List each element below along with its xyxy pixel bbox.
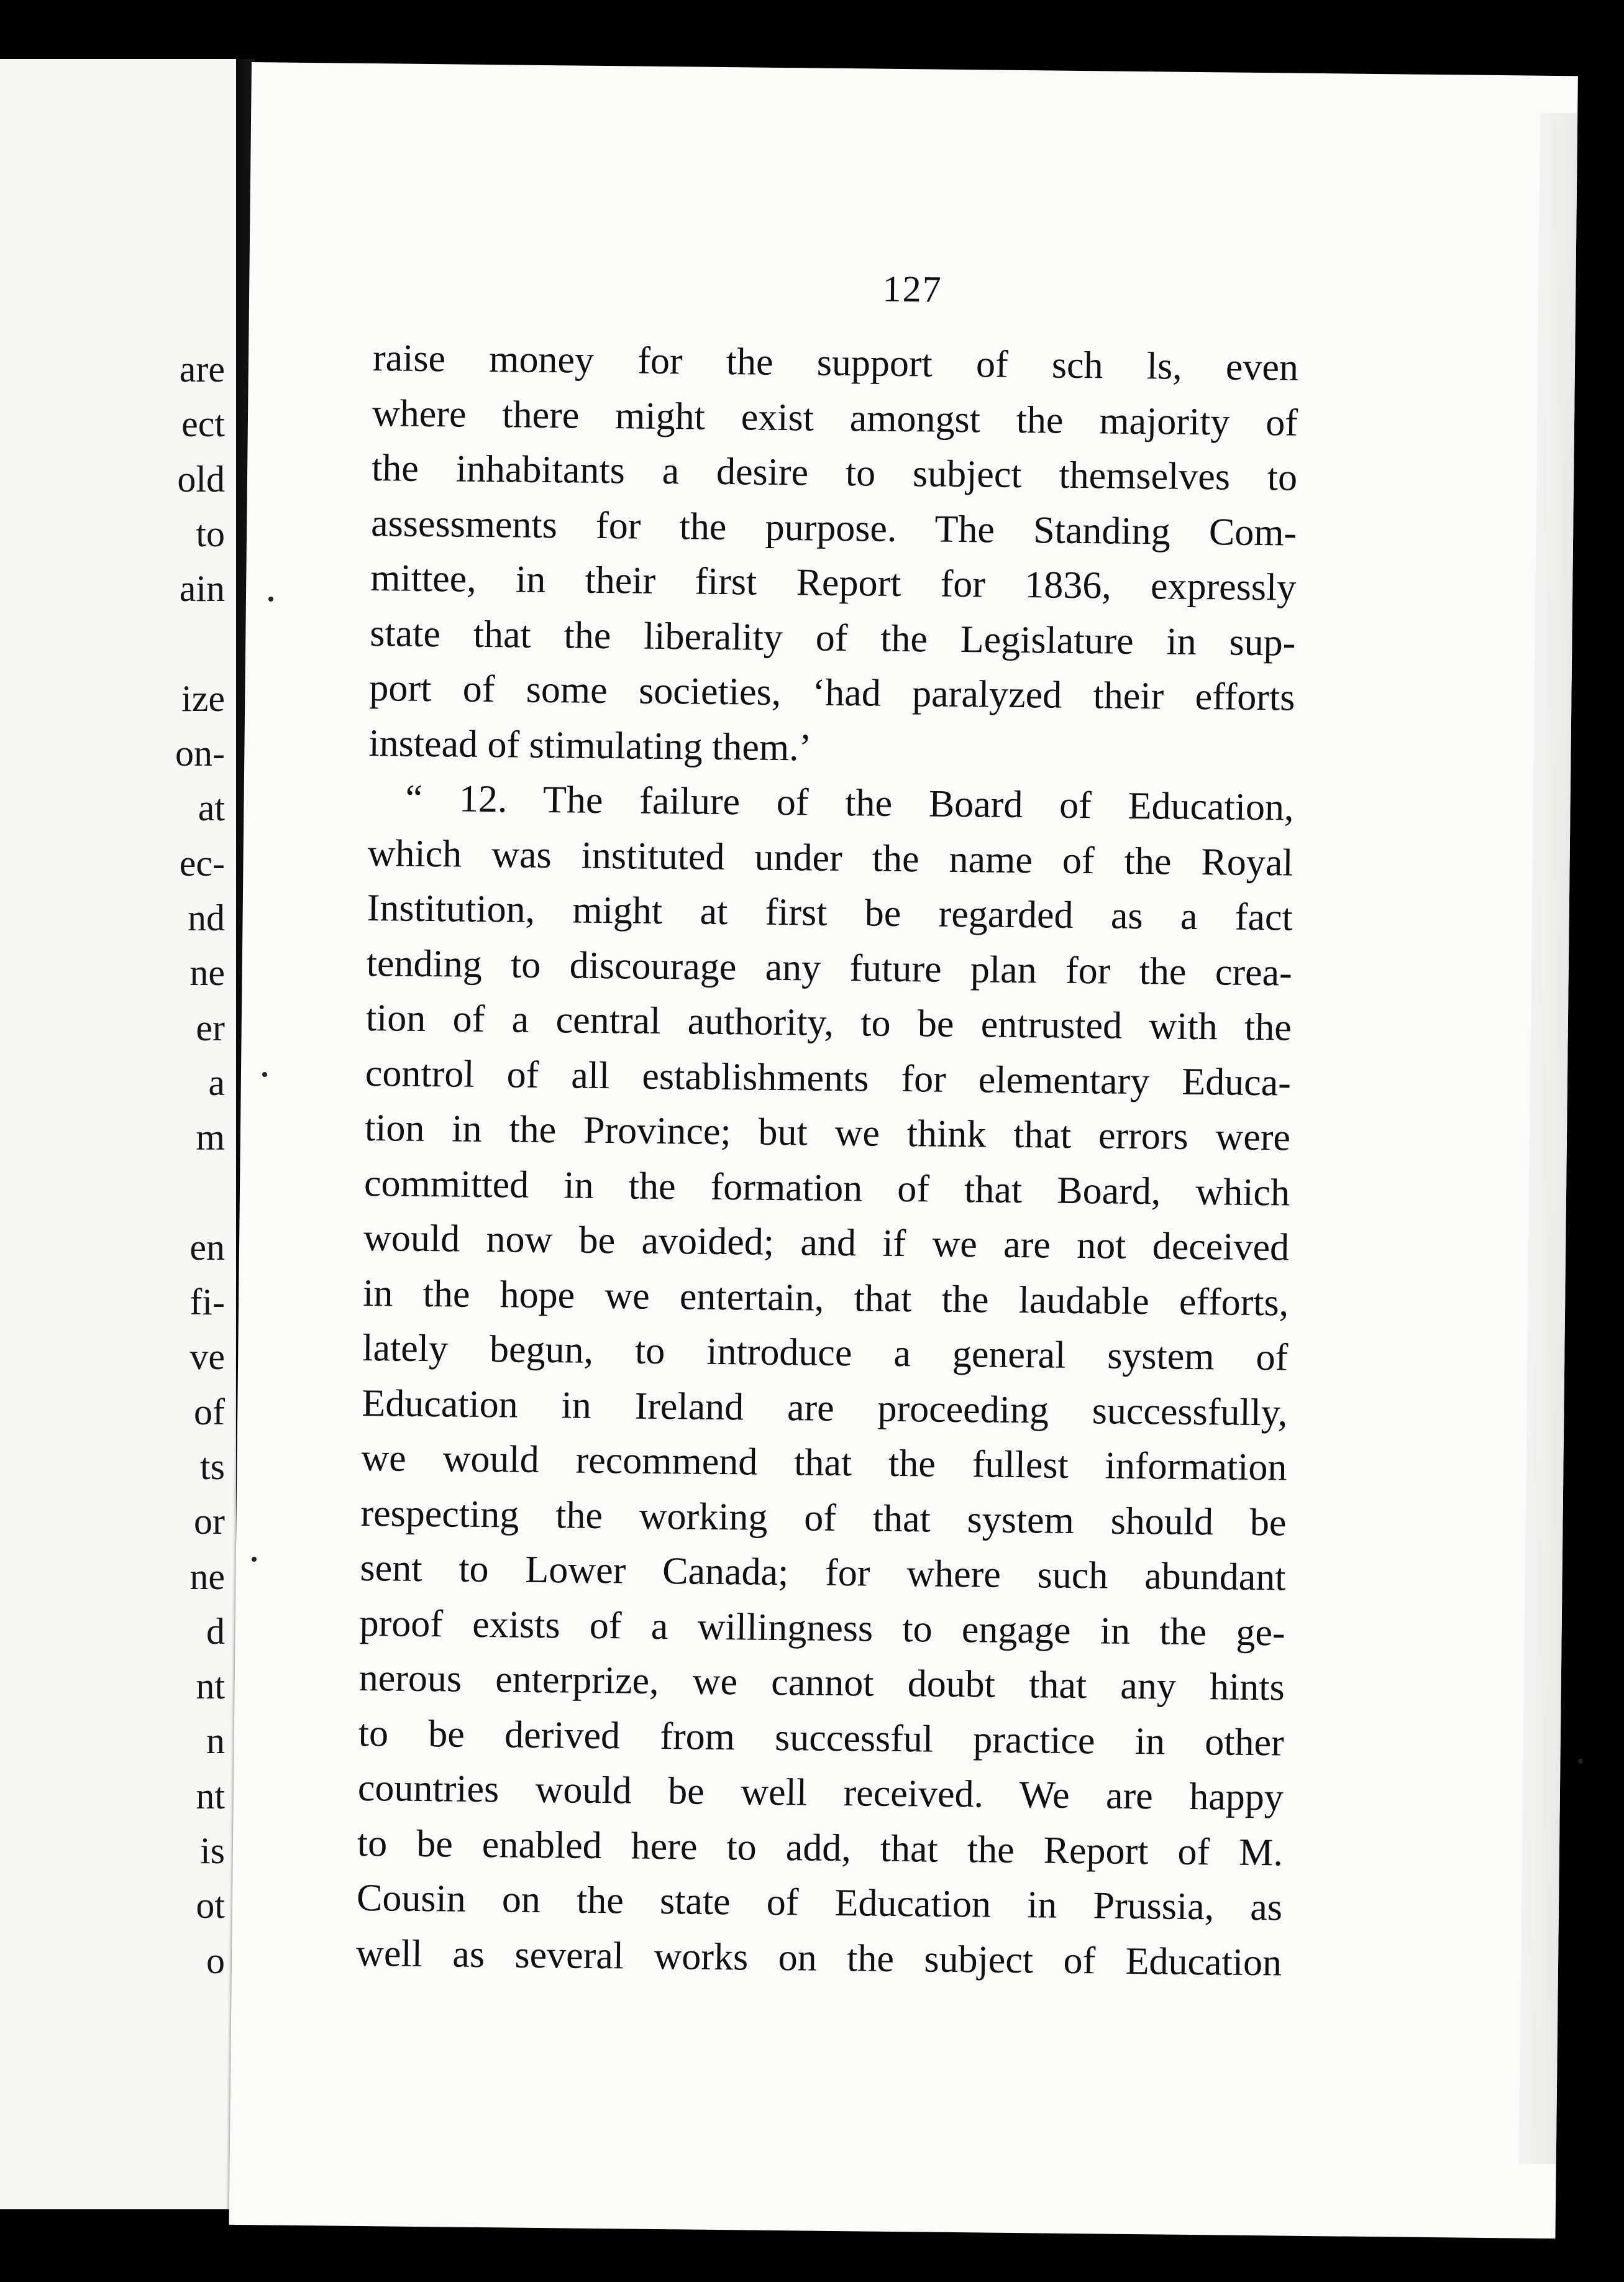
fragment-line: ot: [196, 1885, 225, 1927]
fragment-line: ain: [179, 568, 225, 610]
fragment-line: ize: [181, 677, 225, 719]
fragment-line: or: [194, 1501, 225, 1542]
text-line: state that the liberality of the Legislature in sup-: [370, 612, 1296, 664]
fragment-line: nt: [196, 1775, 225, 1817]
text-line: raise money for the support of sch ls, even: [372, 337, 1299, 389]
fragment-line: ve: [189, 1336, 225, 1378]
fragment-line: a: [208, 1061, 225, 1103]
text-line: respecting the working of that system should be: [360, 1492, 1287, 1544]
text-line: control of all establishments for elementary Educa-: [365, 1052, 1292, 1104]
ink-speck: [252, 1557, 257, 1562]
facing-page: [0, 59, 236, 2209]
fragment-line: en: [189, 1226, 225, 1268]
text-line: to be enabled here to add, that the Report of M.: [357, 1821, 1284, 1874]
fragment-line: [175, 616, 225, 671]
text-line: tending to discourage any future plan for the crea-: [366, 942, 1293, 994]
text-line: would now be avoided; and if we are not deceived: [363, 1216, 1290, 1269]
fragment-line: ne: [189, 952, 225, 994]
text-line: proof exists of a willingness to engage in the ge-: [359, 1602, 1285, 1654]
text-line: countries would be well received. We are happy: [357, 1766, 1284, 1819]
fragment-line: m: [196, 1117, 225, 1158]
fragment-line: ect: [181, 403, 225, 445]
body-text: [356, 331, 1299, 1990]
text-line: lately begun, to introduce a general system of: [362, 1326, 1289, 1379]
fragment-line: ts: [199, 1446, 225, 1487]
text-line: tion in the Province; but we think that errors were: [364, 1107, 1291, 1159]
facing-page-text: [175, 342, 225, 1988]
fragment-line: d: [206, 1610, 225, 1652]
text-line: tion of a central authority, to be entrusted with the: [365, 997, 1292, 1049]
ink-speck: [1578, 1759, 1583, 1764]
fragment-line: of: [194, 1391, 225, 1432]
fragment-line: nt: [196, 1666, 225, 1707]
fragment-line: er: [196, 1007, 225, 1048]
fragment-line: [175, 1165, 225, 1219]
fragment-line: to: [196, 513, 225, 554]
text-line: port of some societies, ‘had paralyzed their efforts: [369, 667, 1295, 719]
page-edge: [1519, 113, 1578, 2164]
fragment-line: fi-: [189, 1281, 225, 1323]
text-line: mittee, in their first Report for 1836, expressly: [370, 557, 1297, 609]
fragment-line: ec-: [179, 842, 225, 884]
text-line: the inhabitants a desire to subject themselves to: [371, 447, 1298, 499]
fragment-line: at: [198, 787, 225, 829]
ink-speck: [268, 597, 273, 602]
text-line: committed in the formation of that Board, which: [363, 1162, 1290, 1214]
text-line: we would recommend that the fullest information: [361, 1436, 1287, 1489]
text-line: well as several works on the subject of Education: [355, 1931, 1282, 1984]
text-line: where there might exist amongst the majority of: [372, 392, 1298, 444]
fragment-line: on-: [175, 733, 225, 774]
fragment-line: o: [206, 1940, 225, 1981]
text-line: sent to Lower Canada; for where such abundant: [360, 1546, 1286, 1599]
text-line: in the hope we entertain, that the laudable efforts,: [362, 1272, 1289, 1324]
text-line: nerous enterprize, we cannot doubt that any hints: [358, 1656, 1285, 1709]
fragment-line: n: [206, 1720, 225, 1762]
text-line: Education in Ireland are proceeding successfully,: [362, 1382, 1288, 1434]
fragment-line: nd: [188, 897, 225, 938]
fragment-line: old: [177, 458, 225, 500]
fragment-line: ne: [189, 1556, 225, 1597]
paragraph-start-line: “ 12. The failure of the Board of Education,: [405, 777, 1294, 829]
page-number: 127: [882, 268, 943, 310]
text-line: assessments for the purpose. The Standing Com-: [370, 502, 1297, 554]
fragment-line: is: [199, 1830, 225, 1872]
text-line: Institution, might at first be regarded as a fact: [367, 887, 1293, 939]
book-page: [229, 62, 1578, 2238]
fragment-line: are: [179, 349, 225, 390]
ink-speck: [262, 1072, 267, 1077]
text-line: which was instituted under the name of the Royal: [367, 832, 1293, 884]
text-line: Cousin on the state of Education in Prussia, as: [356, 1876, 1283, 1929]
text-line: instead of stimulating them.’: [368, 722, 812, 769]
text-line: to be derived from successful practice in other: [358, 1712, 1285, 1764]
